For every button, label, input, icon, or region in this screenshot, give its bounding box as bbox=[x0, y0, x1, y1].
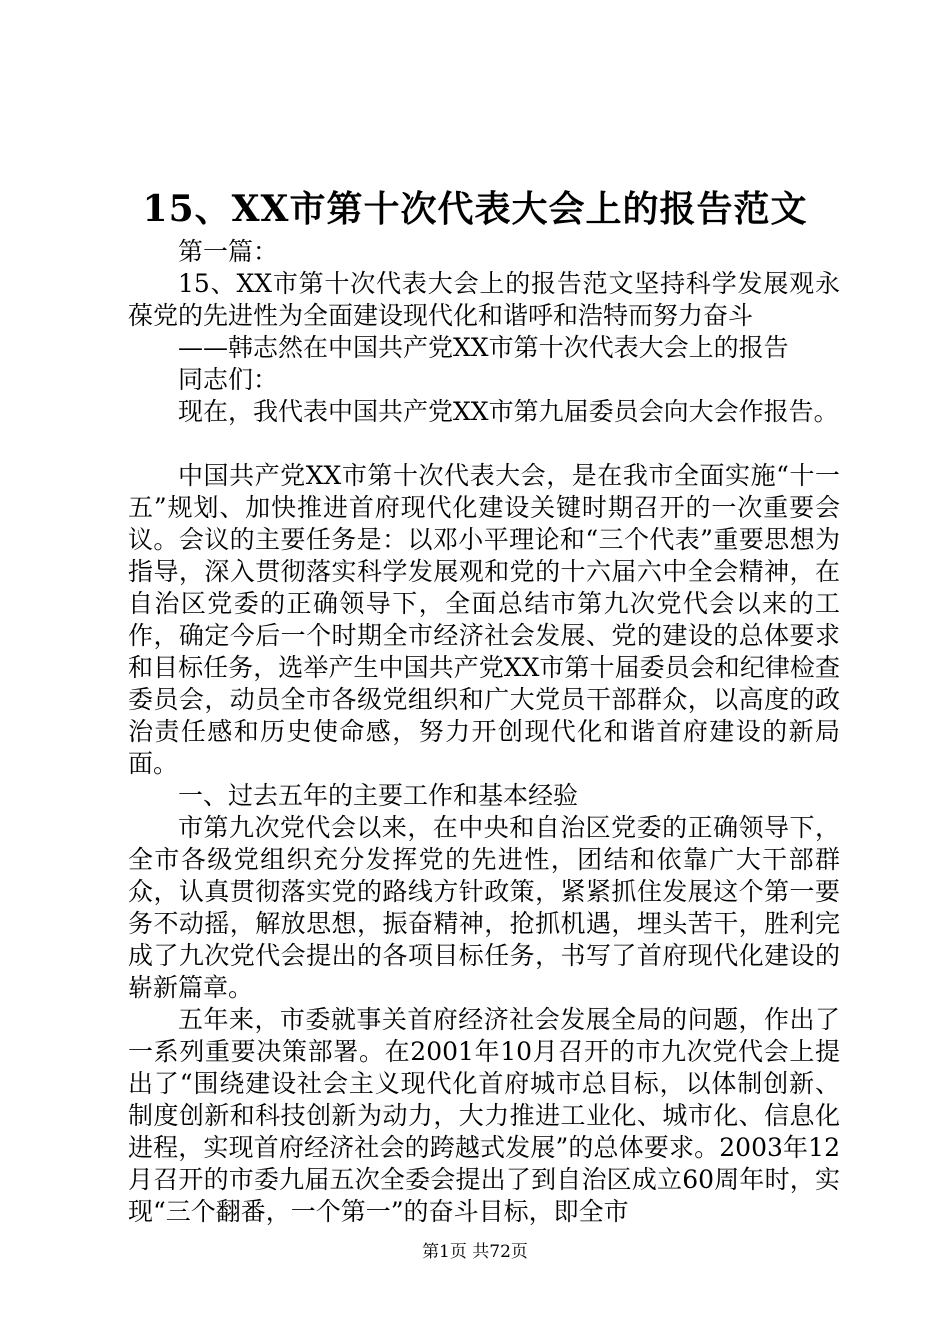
page-title: 15、XX市第十次代表大会上的报告范文 bbox=[142, 188, 808, 230]
section-heading: 一、过去五年的主要工作和基本经验 bbox=[178, 781, 579, 810]
paragraph: 中国共产党XX市第十次代表大会，是在我市全面实施“十一五”规划、加快推进首府现代化建设关键时期召开的一次重要会议。会议的主要任务是：以邓小平理论和“三个代表”重要思想为指导，深入贯彻落实科学发展观和党的十六届六中全会精神，在自治区党委的正确领导下，全面总结市第九次党代会以来的工作，确定今后一个时期全市经济社会发展、党的建设的总体要求和目标任务，选举产生中国共产党XX市第十届委员会和纪律检查委员会，动员全市各级党组织和广大党员干部群众，以高度的政治责任感和历史使命感，努力开创现代化和谐首府建设的新局面。 bbox=[128, 461, 840, 778]
section-label: 第一篇： bbox=[178, 237, 279, 266]
paragraph: 现在，我代表中国共产党XX市第九届委员会向大会作报告。 bbox=[178, 397, 839, 426]
paragraph-gap bbox=[128, 428, 840, 460]
page-footer: 第1页 共72页 bbox=[422, 1242, 528, 1262]
paragraph: 五年来，市委就事关首府经济社会发展全局的问题，作出了一系列重要决策部署。在2001年10月召开的市九次党代会上提出了“围绕建设社会主义现代化首府城市总目标，以体制创新、制度创新和科技创新为动力，大力推进工业化、城市化、信息化进程，实现首府经济社会的跨越式发展”的总体要求。2003年12月召开的市委九届五次全委会提出了到自治区成立60周年时，实现“三个翻番，一个第一”的奋斗目标，即全市 bbox=[128, 1005, 840, 1226]
paragraph: 市第九次党代会以来，在中央和自治区党委的正确领导下，全市各级党组织充分发挥党的先进性，团结和依靠广大干部群众，认真贯彻落实党的路线方针政策，紧紧抓住发展这个第一要务不动摇，解放思想，振奋精神，抢抓机遇，埋头苦干，胜利完成了九次党代会提出的各项目标任务，书写了首府现代化建设的崭新篇章。 bbox=[128, 813, 840, 1002]
paragraph: 15、XX市第十次代表大会上的报告范文坚持科学发展观永葆党的先进性为全面建设现代化和谐呼和浩特而努力奋斗 bbox=[128, 269, 840, 330]
salutation: 同志们： bbox=[178, 365, 279, 394]
document-body bbox=[128, 236, 840, 1228]
paragraph-subtitle: ——韩志然在中国共产党XX市第十次代表大会上的报告 bbox=[178, 333, 789, 362]
